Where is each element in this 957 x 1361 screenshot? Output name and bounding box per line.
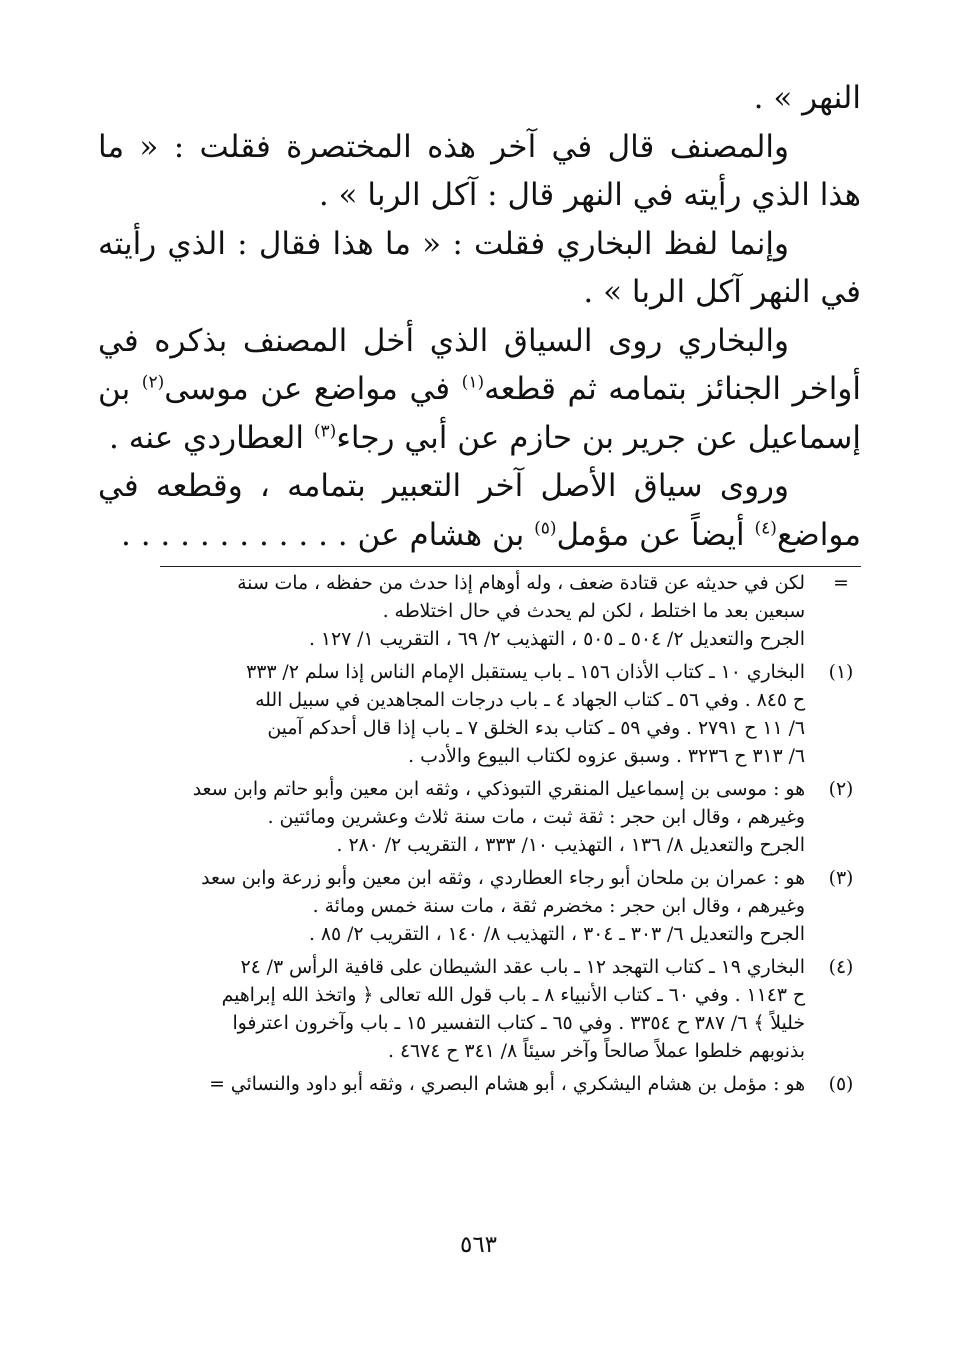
footnote-line: هو : عمران بن ملحان أبو رجاء العطاردي ، وثقه ابن معين وأبو زرعة وابن سعد (201, 868, 805, 889)
paragraph-4 (98, 317, 861, 463)
footnote-line: ح ٨٤٥ . وفي ٥٦ ـ كتاب الجهاد ٤ ـ باب درجات المجاهدين في سبيل الله (255, 690, 805, 711)
footnote-line: الجرح والتعديل ٦/ ٣٠٣ ـ ٣٠٤ ، التهذيب ٨/ ١٤٠ ، التقريب ٢/ ٨٥ . (308, 924, 805, 945)
paragraph-5-part-a: وروى سياق الأصل آخر التعبير بتمامه ، وقطعه في مواضع (98, 468, 861, 553)
paragraph-5 (98, 462, 861, 559)
paragraph-1: النهر » . (753, 80, 861, 116)
footnote-line: ح ١١٤٣ . وفي ٦٠ ـ كتاب الأنبياء ٨ ـ باب قول الله تعالى ﴿ واتخذ الله إبراهيم (221, 985, 805, 1006)
footnote-5 (154, 1071, 861, 1099)
continuation-marker: = (833, 573, 849, 594)
footnote-line: البخاري ١٩ ـ كتاب التهجد ١٢ ـ باب عقد الشيطان على قافية الرأس ٣/ ٢٤ (240, 957, 805, 978)
paragraph-5-part-c: بن هشام عن (357, 516, 535, 553)
paragraph-3: وإنما لفظ البخاري فقلت : « ما هذا فقال : الذي رأيته في النهر آكل الربا » . (98, 225, 861, 310)
footnote-line: الجرح والتعديل ٢/ ٥٠٤ ـ ٥٠٥ ، التهذيب ٢/ ٦٩ ، التقريب ١/ ١٢٧ . (308, 629, 805, 650)
paragraph-4-part-a: والبخاري روى السياق الذي أخل المصنف بذكره في أواخر الجنائز بتمامه ثم قطعه (98, 322, 862, 407)
footnote-ref-2: (٢) (141, 372, 165, 393)
footnote-line: لكن في حديثه عن قتادة ضعف ، وله أوهام إذا حدث من حفظه ، مات سنة (237, 573, 805, 594)
footnote-ref-3: (٣) (313, 421, 337, 442)
footnote-line: وغيرهم ، وقال ابن حجر : ثقة ثبت ، مات سنة ثلاث وعشرين ومائتين . (267, 807, 805, 828)
footnote-number: (٢) (828, 779, 854, 800)
footnote-2 (154, 776, 861, 860)
footnote-ref-1: (١) (461, 372, 485, 393)
footnote-number: (٣) (828, 868, 854, 889)
main-text (98, 74, 861, 559)
page-number: ٥٦٣ (459, 1232, 498, 1258)
footnote-1 (154, 659, 861, 771)
footnote-line: هو : مؤمل بن هشام اليشكري ، أبو هشام البصري ، وثقه أبو داود والنسائي = (209, 1074, 805, 1095)
paragraph-4-part-c: بن إسماعيل عن جرير بن حازم عن أبي رجاء (98, 371, 861, 456)
footnote-number: (٤) (828, 957, 854, 978)
footnote-line: بذنوبهم خلطوا عملاً صالحاً وآخر سيئاً ٨/ ٣٤١ ح ٤٦٧٤ . (388, 1041, 805, 1062)
footnote-line: البخاري ١٠ ـ كتاب الأذان ١٥٦ ـ باب يستقبل الإمام الناس إذا سلم ٢/ ٣٣٣ (246, 662, 805, 683)
footnote-ref-4: (٤) (754, 518, 777, 539)
footnotes (154, 570, 861, 1104)
footnote-3 (154, 865, 861, 949)
footnote-line: الجرح والتعديل ٨/ ١٣٦ ، التهذيب ١٠/ ٣٣٣ ، التقريب ٢/ ٢٨٠ . (336, 835, 805, 856)
footnote-number: (٥) (828, 1074, 854, 1095)
footnote-4 (154, 954, 861, 1066)
footnote-line: هو : موسى بن إسماعيل المنقري التبوذكي ، وثقه ابن معين وأبو حاتم وابن سعد (192, 779, 805, 800)
footnote-line: ٦/ ١١ ح ٢٧٩١ . وفي ٥٩ ـ كتاب بدء الخلق ٧ ـ باب إذا قال أحدكم آمين (267, 718, 805, 739)
paragraph-4-part-d: العطاردي عنه . (109, 419, 314, 456)
paragraph-2: والمصنف قال في آخر هذه المختصرة فقلت : « ما هذا الذي رأيته في النهر قال : آكل الربا » . (98, 128, 861, 213)
paragraph-5-part-b: أيضاً عن مؤمل (556, 516, 755, 553)
footnote-continuation (154, 570, 861, 654)
footnote-line: سبعين بعد ما اختلط ، لكن لم يحدث في حال اختلاطه . (382, 601, 805, 622)
footnote-line: وغيرهم ، وقال ابن حجر : مخضرم ثقة ، مات سنة خمس ومائة . (312, 896, 805, 917)
footnote-separator (160, 566, 861, 567)
ellipsis-dots: . . . . . . . . . . . . (121, 516, 348, 553)
footnote-line: ٦/ ٣١٣ ح ٣٢٣٦ . وسبق عزوه لكتاب البيوع والأدب . (408, 746, 805, 767)
footnote-line: خليلاً ﴾ ٦/ ٣٨٧ ح ٣٣٥٤ . وفي ٦٥ ـ كتاب التفسير ١٥ ـ باب وآخرون اعترفوا (232, 1013, 805, 1034)
footnote-number: (١) (828, 662, 854, 683)
footnote-ref-5: (٥) (534, 518, 557, 539)
paragraph-4-part-b: في مواضع عن موسى (164, 371, 462, 407)
